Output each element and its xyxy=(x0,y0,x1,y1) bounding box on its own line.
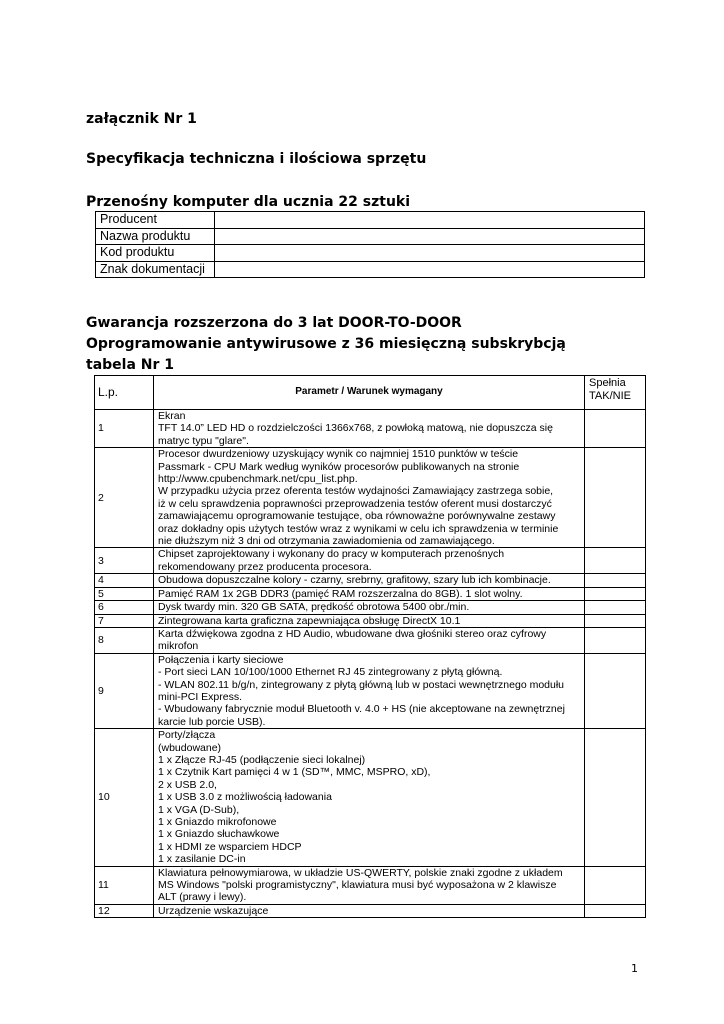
row-number: 3 xyxy=(95,548,154,574)
laptop-title: Przenośny komputer dla ucznia 22 sztuki xyxy=(86,194,411,210)
parameter-line: 1 x zasilanie DC-in xyxy=(158,853,246,866)
row-number: 6 xyxy=(95,601,154,614)
parameter-line: matryc typu "glare". xyxy=(158,434,249,447)
parameter-line: 1 x USB 3.0 z możliwością ładowania xyxy=(158,791,332,804)
product-info-label: Znak dokumentacji xyxy=(96,261,215,278)
row-meets-cell[interactable] xyxy=(585,601,646,614)
row-parameter xyxy=(154,627,585,653)
product-info-value[interactable] xyxy=(215,261,645,278)
row-meets-cell[interactable] xyxy=(585,410,646,448)
row-number: 2 xyxy=(95,448,154,548)
table-row xyxy=(95,410,646,448)
product-info-value[interactable] xyxy=(215,245,645,262)
table-row xyxy=(95,587,646,600)
table-title: tabela Nr 1 xyxy=(86,357,175,373)
parameter-line: zamawiającemu oprogramowanie testujące, oba równoważne porównywalne zestawy xyxy=(158,510,556,523)
parameter-line: MS Windows "polski programistyczny", klawiatura musi być wyposażona w 2 klawisze xyxy=(158,879,557,892)
parameter-line: Klawiatura pełnowymiarowa, w układzie US-QWERTY, polskie znaki zgodne z układem xyxy=(158,866,563,879)
product-info-label: Kod produktu xyxy=(96,245,215,262)
row-meets-cell[interactable] xyxy=(585,653,646,728)
parameter-line: mini-PCI Express. xyxy=(158,690,243,703)
row-meets-cell[interactable] xyxy=(585,627,646,653)
parameter-line: Ekran xyxy=(158,410,186,422)
header-meets: Spełnia TAK/NIE xyxy=(585,376,646,410)
row-parameter xyxy=(154,866,585,904)
attachment-title: załącznik Nr 1 xyxy=(86,111,197,127)
parameter-line: Połączenia i karty sieciowe xyxy=(158,653,284,666)
parameter-line: Urządzenie wskazujące xyxy=(158,904,269,917)
parameter-line: http://www.cpubenchmark.net/cpu_list.php. xyxy=(158,473,358,486)
parameter-line: Karta dźwiękowa zgodna z HD Audio, wbudowane dwa głośniki stereo oraz cyfrowy xyxy=(158,627,547,640)
row-number: 11 xyxy=(95,866,154,904)
parameter-line: 1 x VGA (D-Sub), xyxy=(158,803,240,816)
parameter-line: TFT 14.0” LED HD o rozdzielczości 1366x768, z powłoką matową, nie dopuszcza się xyxy=(158,422,553,435)
parameter-line: Dysk twardy min. 320 GB SATA, prędkość obrotowa 5400 obr./min. xyxy=(158,601,470,614)
row-parameter xyxy=(154,653,585,728)
table-row xyxy=(95,627,646,653)
parameter-line: Porty/złącza xyxy=(158,729,216,742)
spec-table xyxy=(94,375,646,918)
table-row xyxy=(95,548,646,574)
parameter-line: mikrofon xyxy=(158,640,199,653)
parameter-line: oraz dokładny opis użytych testów wraz z wynikami w celu ich sprawdzenia w terminie xyxy=(158,522,559,535)
parameter-line: Passmark - CPU Mark według wyników procesorów publikowanych na stronie xyxy=(158,460,520,473)
table-row xyxy=(95,448,646,548)
row-number: 8 xyxy=(95,627,154,653)
parameter-line: 1 x Gniazdo mikrofonowe xyxy=(158,816,277,828)
parameter-line: karcie lub porcie USB). xyxy=(158,715,266,728)
product-info-row xyxy=(96,228,645,245)
parameter-line: Zintegrowana karta graficzna zapewniająca obsługę DirectX 10.1 xyxy=(158,614,461,627)
row-meets-cell[interactable] xyxy=(585,614,646,627)
antivirus-heading: Oprogramowanie antywirusowe z 36 miesięczną subskrybcją xyxy=(86,336,566,352)
parameter-line: Pamięć RAM 1x 2GB DDR3 (pamięć RAM rozszerzalna do 8GB). 1 slot wolny. xyxy=(158,587,523,600)
product-info-value[interactable] xyxy=(215,212,645,229)
row-parameter xyxy=(154,587,585,600)
row-meets-cell[interactable] xyxy=(585,448,646,548)
row-number: 12 xyxy=(95,904,154,917)
parameter-line: (wbudowane) xyxy=(158,741,222,754)
header-lp: L.p. xyxy=(95,376,154,410)
row-meets-cell[interactable] xyxy=(585,587,646,600)
product-info-table xyxy=(95,211,645,278)
parameter-line: nie dłuższym niż 3 dni od otrzymania zawiadomienia od zamawiającego. xyxy=(158,535,495,548)
parameter-line: 1 x Gniazdo słuchawkowe xyxy=(158,828,280,841)
row-meets-cell[interactable] xyxy=(585,574,646,587)
row-parameter xyxy=(154,410,585,448)
table-row xyxy=(95,574,646,587)
spec-title: Specyfikacja techniczna i ilościowa sprzętu xyxy=(86,151,427,167)
row-parameter xyxy=(154,729,585,866)
parameter-line: - Port sieci LAN 10/100/1000 Ethernet RJ 45 zintegrowany z płytą główną. xyxy=(158,666,503,679)
parameter-line: 1 x Czytnik Kart pamięci 4 w 1 (SD™, MMC, MSPRO, xD), xyxy=(158,766,431,779)
parameter-line: W przypadku użycia przez oferenta testów wydajności Zamawiający zastrzega sobie, xyxy=(158,485,554,498)
table-row xyxy=(95,866,646,904)
parameter-line: Procesor dwurdzeniowy uzyskujący wynik co najmniej 1510 punktów w teście xyxy=(158,448,519,461)
product-info-value[interactable] xyxy=(215,228,645,245)
parameter-line: rekomendowany przez producenta procesora. xyxy=(158,560,372,573)
parameter-line: - Wbudowany fabrycznie moduł Bluetooth v. 4.0 + HS (nie akceptowane na zewnętrznej xyxy=(158,703,565,716)
row-meets-cell[interactable] xyxy=(585,548,646,574)
row-number: 10 xyxy=(95,729,154,866)
row-parameter xyxy=(154,548,585,574)
row-meets-cell[interactable] xyxy=(585,904,646,917)
product-info-label: Producent xyxy=(96,212,215,229)
table-row xyxy=(95,729,646,866)
row-number: 5 xyxy=(95,587,154,600)
product-info-row xyxy=(96,212,645,229)
table-row xyxy=(95,904,646,917)
row-meets-cell[interactable] xyxy=(585,866,646,904)
product-info-row xyxy=(96,245,645,262)
table-row xyxy=(95,653,646,728)
row-number: 7 xyxy=(95,614,154,627)
row-parameter xyxy=(154,448,585,548)
warranty-heading: Gwarancja rozszerzona do 3 lat DOOR-TO-DOOR xyxy=(86,315,462,331)
row-parameter xyxy=(154,574,585,587)
parameter-line: - WLAN 802.11 b/g/n, zintegrowany z płytą główną lub w postaci wewnętrznego modułu xyxy=(158,678,565,691)
parameter-line: 1 x Złącze RJ-45 (podłączenie sieci lokalnej) xyxy=(158,753,366,766)
parameter-line: Obudowa dopuszczalne kolory - czarny, srebrny, grafitowy, szary lub ich kombinacje. xyxy=(158,574,551,587)
row-number: 9 xyxy=(95,653,154,728)
row-number: 4 xyxy=(95,574,154,587)
table-row xyxy=(95,601,646,614)
row-parameter xyxy=(154,601,585,614)
product-info-row xyxy=(96,261,645,278)
parameter-line: Chipset zaprojektowany i wykonany do pracy w komputerach przenośnych xyxy=(158,548,505,561)
parameter-line: ALT (prawy i lewy). xyxy=(158,891,247,904)
page-number: 1 xyxy=(631,962,638,975)
product-info-label: Nazwa produktu xyxy=(96,228,215,245)
table-row xyxy=(95,614,646,627)
header-param: Parametr / Warunek wymagany xyxy=(154,376,585,410)
row-parameter xyxy=(154,904,585,917)
parameter-line: 1 x HDMI ze wsparciem HDCP xyxy=(158,840,302,853)
table-header-row xyxy=(95,376,646,410)
row-parameter xyxy=(154,614,585,627)
parameter-line: 2 x USB 2.0, xyxy=(158,778,217,791)
parameter-line: iż w celu sprawdzenia poprawności przeprowadzenia testów oferent musi dostarczyć xyxy=(158,497,552,510)
row-meets-cell[interactable] xyxy=(585,729,646,866)
row-number: 1 xyxy=(95,410,154,448)
